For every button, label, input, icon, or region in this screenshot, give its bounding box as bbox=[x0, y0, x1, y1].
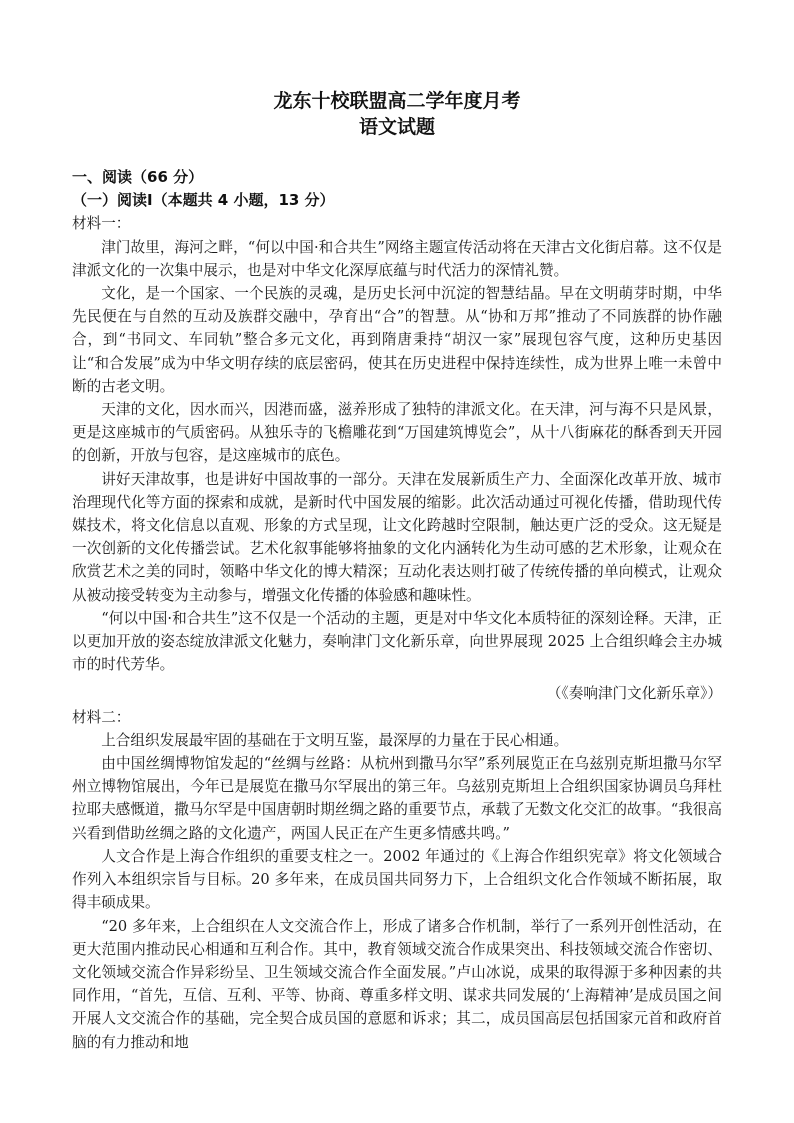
material-1-source-attribution: （《奏响津门文化新乐章》） bbox=[546, 685, 722, 703]
material-2-paragraph: 上合组织发展最牢固的基础在于文明互鉴，最深厚的力量在于民心相通。 bbox=[101, 731, 569, 749]
material-1-paragraph: 天津的文化，因水而兴，因港而盛，滋养形成了独特的津派文化。在天津，河与海不只是风景，更是这座城市的气质密码。从独乐寺的飞檐雕花到“万国建筑博览会”，从十八街麻花的酥香到天开园的创新，开放与包容，是这座城市的底色。 bbox=[72, 401, 722, 465]
section-heading-reading: 一、阅读（66 分） bbox=[72, 168, 204, 186]
material-2-paragraph: “20 多年来，上合组织在人文交流合作上，形成了诸多合作机制，举行了一系列开创性活动，在更大范围内推动民心相通和互利合作。其中，教育领域交流合作成果突出、科技领域交流合作密切、文化领域交流合作异彩纷呈、卫生领域交流合作全面发展。”卢山冰说，成果的取得源于多种因素的共同作用，“首先，互信、互利、平等、协商、尊重多样文明、谋求共同发展的‘上海精神’是成员国之间开展人文交流合作的基础，完全契合成员国的意愿和诉求；其二，成员国高层包括国家元首和政府首脑的有力推动和地 bbox=[72, 917, 722, 1051]
subsection-heading-reading-1: （一）阅读Ⅰ（本题共 4 小题，13 分） bbox=[72, 191, 335, 210]
material-2-paragraph: 由中国丝绸博物馆发起的“丝绸与丝路：从杭州到撒马尔罕”系列展览正在乌兹别克斯坦撒马尔罕州立博物馆展出，今年已是展览在撒马尔罕展出的第三年。乌兹别克斯坦上合组织国家协调员乌拜杜拉耶夫感慨道，撒马尔罕是中国唐朝时期丝绸之路的重要节点，承载了无数文化交汇的故事。“我很高兴看到借助丝绸之路的文化遗产，两国人民正在产生更多情感共鸣。” bbox=[72, 755, 722, 842]
material-1-paragraph: 津门故里，海河之畔，“何以中国·和合共生”网络主题宣传活动将在天津古文化街启幕。这不仅是津派文化的一次集中展示，也是对中华文化深厚底蕴与时代活力的深情礼赞。 bbox=[72, 238, 722, 279]
material-1-label: 材料一： bbox=[72, 215, 131, 233]
material-2-label: 材料二： bbox=[72, 708, 131, 726]
material-1-paragraph: “何以中国·和合共生”这不仅是一个活动的主题，更是对中华文化本质特征的深刻诠释。天津，正以更加开放的姿态绽放津派文化魅力，奏响津门文化新乐章，向世界展现 2025 上合组织峰会主办城市的时代芳华。 bbox=[72, 609, 722, 674]
material-2-paragraph: 人文合作是上海合作组织的重要支柱之一。2002 年通过的《上海合作组织宪章》将文化领域合作列入本组织宗旨与目标。20 多年来，在成员国共同努力下，上合组织文化合作领域不断拓展，取得丰硕成果。 bbox=[72, 847, 722, 912]
material-1-paragraph: 讲好天津故事，也是讲好中国故事的一部分。天津在发展新质生产力、全面深化改革开放、城市治理现代化等方面的探索和成就，是新时代中国发展的缩影。此次活动通过可视化传播，借助现代传媒技术，将文化信息以直观、形象的方式呈现，让文化跨越时空限制，触达更广泛的受众。这无疑是一次创新的文化传播尝试。艺术化叙事能够将抽象的文化内涵转化为生动可感的艺术形象，让观众在欣赏艺术之美的同时，领略中华文化的博大精深；互动化表达则打破了传统传播的单向模式，让观众从被动接受转变为主动参与，增强文化传播的体验感和趣味性。 bbox=[72, 470, 722, 604]
exam-title: 龙东十校联盟高二学年度月考 bbox=[273, 90, 521, 112]
material-1-paragraph: 文化，是一个国家、一个民族的灵魂，是历史长河中沉淀的智慧结晶。早在文明萌芽时期，中华先民便在与自然的互动及族群交融中，孕育出“合”的智慧。从“协和万邦”推动了不同族群的协作融合，到“书同文、车同轨”整合多元文化，再到隋唐秉持“胡汉一家”展现包容气度，这种历史基因让“和合发展”成为中华文明存续的底层密码，使其在历史进程中保持连续性，成为世界上唯一未曾中断的古老文明。 bbox=[72, 285, 722, 395]
exam-subject-title: 语文试题 bbox=[358, 116, 435, 138]
